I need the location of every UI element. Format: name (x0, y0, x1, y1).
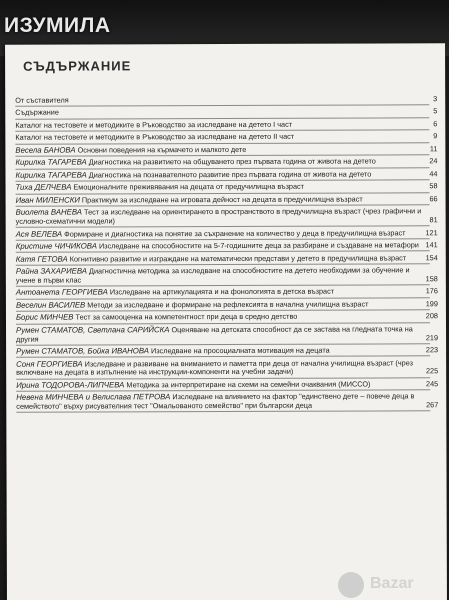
toc-entry-author: Румен СТАМАТОВ, Светлана САРИЙСКА (16, 325, 170, 335)
toc-entry-page-number: 225 (425, 366, 439, 376)
toc-entry-author: Соня ГЕОРГИЕВА (16, 359, 83, 369)
toc-entry-title: Изследване и развиване на вниманието и паметта при деца от начална училищна възраст (чрез включване на децата в изпълнение на инструкции-компоненти на учебни задачи) (16, 357, 413, 378)
toc-entry-title: Когнитивно развитие и изграждане на математически представи у детето в предучилищна възраст (69, 252, 407, 264)
toc-entry-title: Изследване на влиянието на фактор "единствено дете – повече деца в семейството" върху рисувателния тест "Омальованото семейство" при български деца (16, 391, 415, 411)
toc-entry-title: Диагностична методика за изследване на способностите на детето необходими за обучение и учене в първи клас (15, 265, 410, 285)
toc-entry-page-number: 9 (433, 131, 438, 141)
toc-entry (16, 241, 440, 251)
toc-entry-title: Съдържание (15, 108, 59, 118)
toc-entry-author: Ася ВЕЛЕВА (15, 229, 63, 239)
toc-entry-page-number: 267 (426, 400, 439, 410)
toc-entry (16, 300, 440, 310)
toc-entry-title: Оценяване на детската способност да се застава на гледната точка на другия (16, 324, 413, 344)
toc-entry-page-number: 24 (429, 156, 438, 166)
toc-entry-title: Тест за самооценка на компетентност при деца в средно детство (75, 312, 298, 322)
toc-entry (15, 158, 439, 168)
toc-entry-rule (15, 105, 429, 107)
toc-entry-title: Диагностика на развитието на общуването през първата година от живота на детето (88, 156, 376, 167)
toc-entry (16, 195, 440, 205)
toc-entry-page-number: 6 (433, 119, 438, 129)
toc-entry-title: Практикум за изследване на игровата дейност на децата в предучилищна възраст (81, 194, 363, 205)
toc-entry-author: Кирилка ТАГАРЕВА (15, 157, 87, 168)
book-page (5, 43, 447, 600)
toc-entry-page-number: 81 (429, 215, 438, 225)
toc-entry-page-number: 219 (425, 332, 439, 342)
toc-entry-title: Емоционалните преживявания на децата от предучилищна възраст (73, 182, 305, 192)
toc-entry-title: Изследване на артикулацията и на фонологията в детска възраст (109, 286, 335, 297)
toc-entry-author: Невена МИНЧЕВА и Велислава ПЕТРОВА (16, 392, 171, 403)
toc-entry-page-number: 58 (429, 181, 438, 191)
toc-entry-author: Антоанета ГЕОРГИЕВА (15, 287, 108, 298)
bazar-logo-icon (338, 572, 364, 598)
toc-entry-title: Диагностика на познавателното развитие през първата година от живота на детето (88, 169, 372, 180)
watermark-text: ИЗУМИЛА (4, 14, 111, 37)
toc-entry-page-number: 44 (429, 169, 438, 179)
table-of-contents (15, 95, 440, 415)
toc-entry-title: Формиране и диагностика на понятие за съхранение на количество у деца в предучилищна възраст (64, 228, 406, 239)
toc-entry (16, 325, 440, 344)
toc-entry-page-number: 66 (429, 194, 438, 204)
toc-entry-author: Веселa БАНОВА (15, 145, 76, 155)
toc-entry-page-number: 245 (426, 379, 439, 389)
toc-entry-page-number: 11 (429, 144, 438, 154)
toc-entry (16, 229, 440, 239)
toc-entry (16, 346, 440, 356)
toc-entry-title: Основни поведения на кърмачето и малкото дете (77, 144, 247, 155)
toc-entry-page-number: 223 (425, 345, 439, 355)
toc-entry-title: От съставителя (15, 95, 69, 105)
toc-entry-title: Тест за изследване на ориентирането в пространството в предучилищна възраст (чрез графични и условно-схематични модели) (15, 206, 422, 226)
toc-entry (15, 95, 439, 105)
toc-entry (16, 313, 440, 323)
toc-entry-rule (16, 411, 430, 413)
toc-entry-author: Кирилка ТАГАРЕВА (15, 170, 87, 180)
toc-entry-author: Веселин ВАСИЛЕВ (15, 300, 86, 310)
toc-entry-page-number: 208 (425, 311, 438, 321)
toc-entry (15, 120, 439, 130)
toc-entry-page-number: 176 (425, 286, 438, 296)
toc-entry-title: Каталог на тестовете и методиките в Ръководство за изследване на детето II част (15, 132, 295, 143)
toc-entry-page-number: 3 (433, 94, 438, 104)
toc-entry-author: Райна ЗАХАРИЕВА (15, 266, 88, 276)
toc-entry (16, 380, 440, 390)
toc-entry (16, 254, 440, 264)
toc-entry (15, 133, 439, 143)
toc-entry (16, 208, 440, 227)
toc-entry-title: Методи за изследване и формиране на рефлексията в начална училищна възраст (87, 299, 369, 310)
toc-entry-author: Румен СТАМАТОВ, Бойка ИВАНОВА (16, 346, 150, 356)
bazar-logo (334, 570, 442, 598)
toc-entry-page-number: 121 (425, 227, 438, 237)
toc-entry-page-number: 154 (425, 252, 438, 262)
toc-entry-title: Каталог на тестовете и методиките в Ръководство за изследване на детето I част (15, 119, 293, 130)
toc-entry (16, 183, 440, 193)
toc-entry-title: Методика за интерпретиране на схеми на семейни очаквания (МИССО) (126, 379, 371, 390)
toc-entry-page-number: 141 (425, 240, 438, 250)
toc-entry-author: Борис МИНЧЕВ (15, 312, 74, 323)
toc-entry-author: Ирина ТОДОРОВА-ЛИПЧЕВА (16, 380, 125, 390)
toc-entry-author: Тихa ДЕЛЧЕВА (15, 182, 72, 193)
toc-entry-page-number: 158 (425, 274, 438, 284)
toc-entry (16, 393, 440, 412)
toc-entry-author: Катя ГЕТОВА (15, 254, 68, 264)
bazar-logo-text: Bazar (370, 575, 414, 592)
toc-entry (15, 145, 439, 155)
toc-entry (16, 288, 440, 298)
toc-entry-author: Иван МИЛЕНСКИ (15, 195, 80, 205)
page-heading: СЪДЪРЖАНИЕ (23, 58, 132, 74)
toc-entry (15, 170, 439, 180)
toc-entry-title: Изследване на просоциалната мотивация на децата (151, 345, 330, 356)
toc-entry (16, 266, 440, 285)
toc-entry (16, 359, 440, 378)
toc-entry-title: Изследване на способностите на 5-7-годишните деца за разбиране и създаване на метафори (98, 240, 419, 251)
toc-entry-page-number: 199 (425, 299, 438, 309)
toc-entry-author: Кристине ЧИЧИКОВА (15, 241, 97, 251)
toc-entry (15, 108, 439, 118)
toc-entry-author: Виолета ВАНЕВА (15, 207, 83, 218)
toc-entry-page-number: 5 (433, 106, 438, 116)
